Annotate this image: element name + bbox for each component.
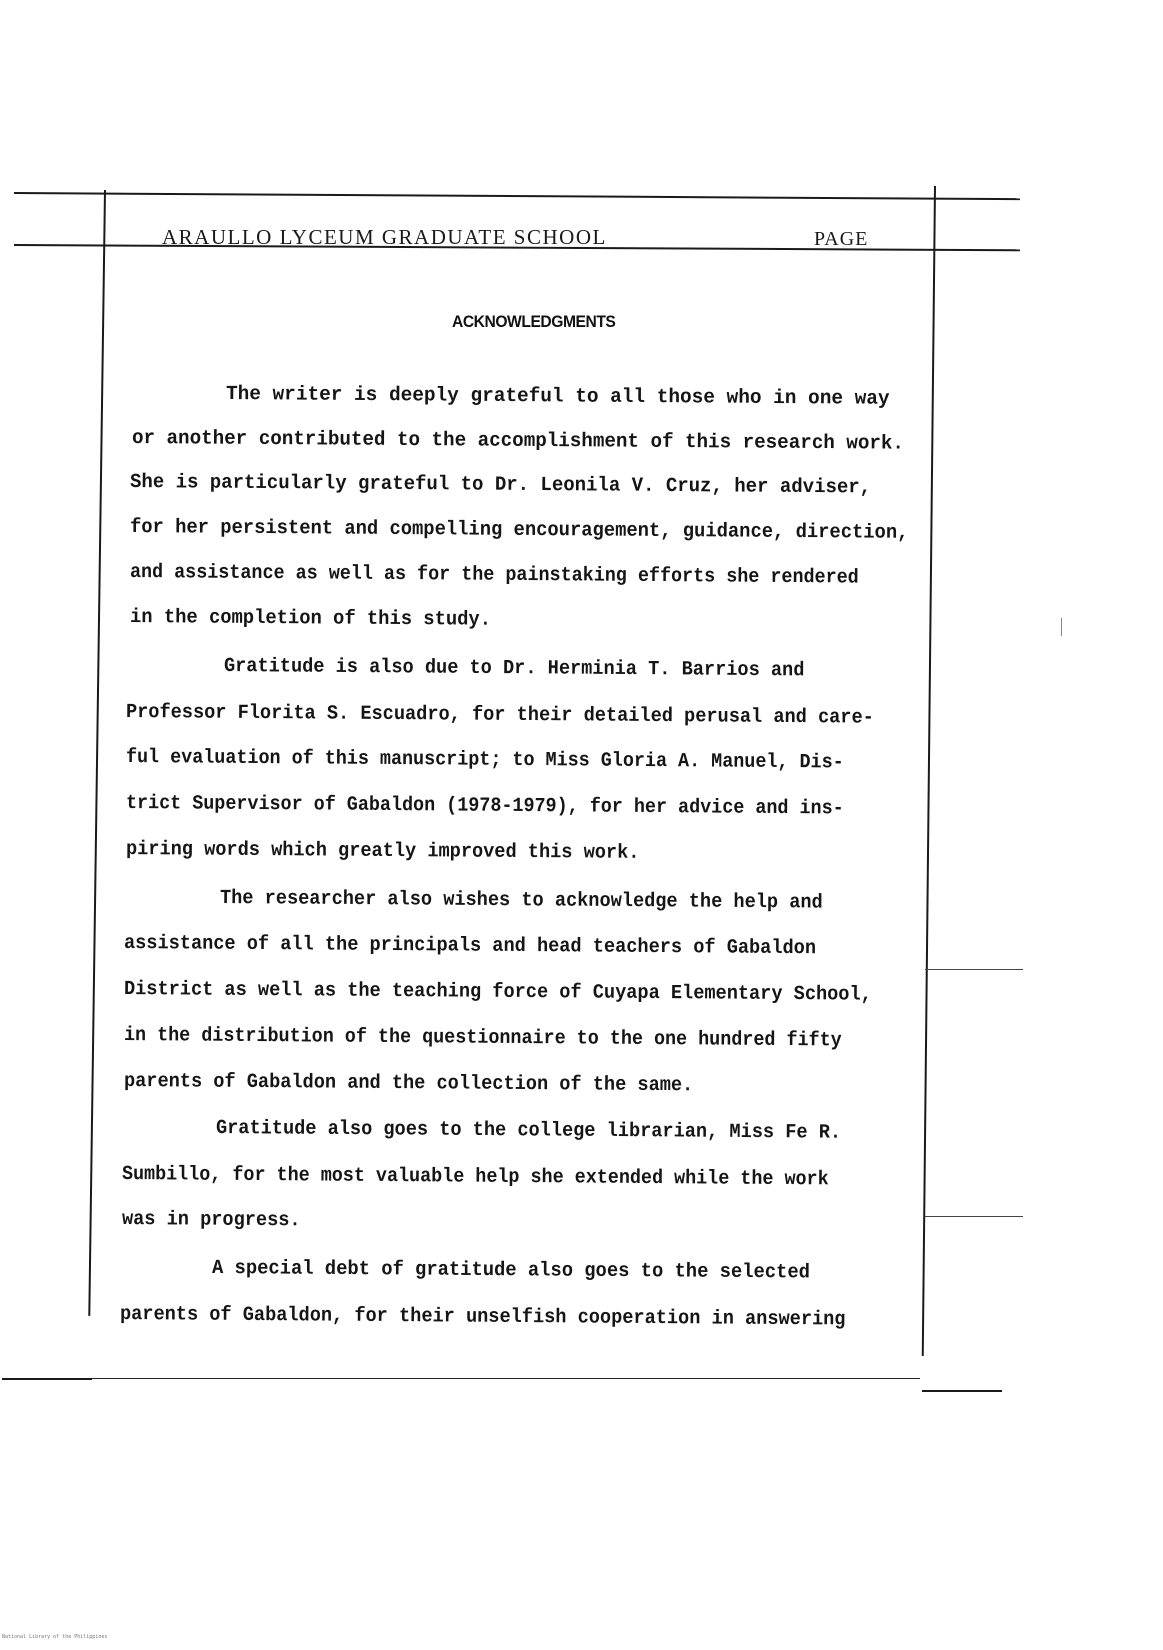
text-line-4: for her persistent and compelling encouragement, guidance, direction, bbox=[129, 516, 909, 545]
text-line-12: The researcher also wishes to acknowledge the help and bbox=[219, 887, 823, 915]
left-margin-rule bbox=[88, 190, 106, 1316]
text-line-14: District as well as the teaching force of Cuyapa Elementary School, bbox=[123, 978, 872, 1007]
text-line-3: She is particularly grateful to Dr. Leonila V. Cruz, her adviser, bbox=[129, 471, 872, 500]
text-line-6: in the completion of this study. bbox=[129, 606, 492, 632]
text-line-11: piring words which greatly improved this work. bbox=[125, 838, 640, 865]
text-line-8: Professor Florita S. Escuadro, for their detailed perusal and care- bbox=[125, 701, 874, 730]
right-margin-rule bbox=[922, 186, 936, 1356]
text-line-21: parents of Gabaldon, for their unselfish cooperation in answering bbox=[119, 1303, 846, 1332]
page-label: PAGE bbox=[814, 228, 869, 250]
right-tick-bottom bbox=[92, 1378, 920, 1379]
text-line-17: Gratitude also goes to the college librarian, Miss Fe R. bbox=[215, 1117, 842, 1145]
text-line-5: and assistance as well as for the painstaking efforts she rendered bbox=[129, 561, 859, 590]
text-line-9: ful evaluation of this manuscript; to Miss Gloria A. Manuel, Dis- bbox=[125, 746, 844, 775]
text-line-18: Sumbillo, for the most valuable help she extended while the work bbox=[121, 1163, 829, 1192]
text-line-2: or another contributed to the accomplishment of this research work. bbox=[131, 427, 905, 456]
bottom-rule-left bbox=[2, 1378, 92, 1380]
footer-note: National Library of the Philippines bbox=[2, 1634, 108, 1640]
school-name-header: ARAULLO LYCEUM GRADUATE SCHOOL bbox=[162, 225, 607, 249]
page-title: ACKNOWLEDGMENTS bbox=[452, 312, 616, 331]
right-tick-upper bbox=[925, 969, 1023, 970]
text-line-13: assistance of all the principals and head teachers of Gabaldon bbox=[123, 932, 817, 961]
text-line-1: The writer is deeply grateful to all those who in one way bbox=[225, 383, 890, 411]
header-top-rule bbox=[14, 192, 1020, 200]
scan-mark bbox=[1061, 618, 1062, 636]
text-line-10: trict Supervisor of Gabaldon (1978-1979), for her advice and ins- bbox=[125, 792, 844, 821]
text-line-7: Gratitude is also due to Dr. Herminia T. Barrios and bbox=[223, 655, 805, 683]
bottom-rule-right bbox=[922, 1390, 1002, 1392]
text-line-16: parents of Gabaldon and the collection of the same. bbox=[123, 1070, 694, 1098]
text-line-19: was in progress. bbox=[121, 1208, 301, 1233]
right-tick-lower bbox=[925, 1216, 1023, 1217]
text-line-20: A special debt of gratitude also goes to the selected bbox=[211, 1257, 811, 1285]
text-line-15: in the distribution of the questionnaire to the one hundred fifty bbox=[123, 1024, 842, 1053]
